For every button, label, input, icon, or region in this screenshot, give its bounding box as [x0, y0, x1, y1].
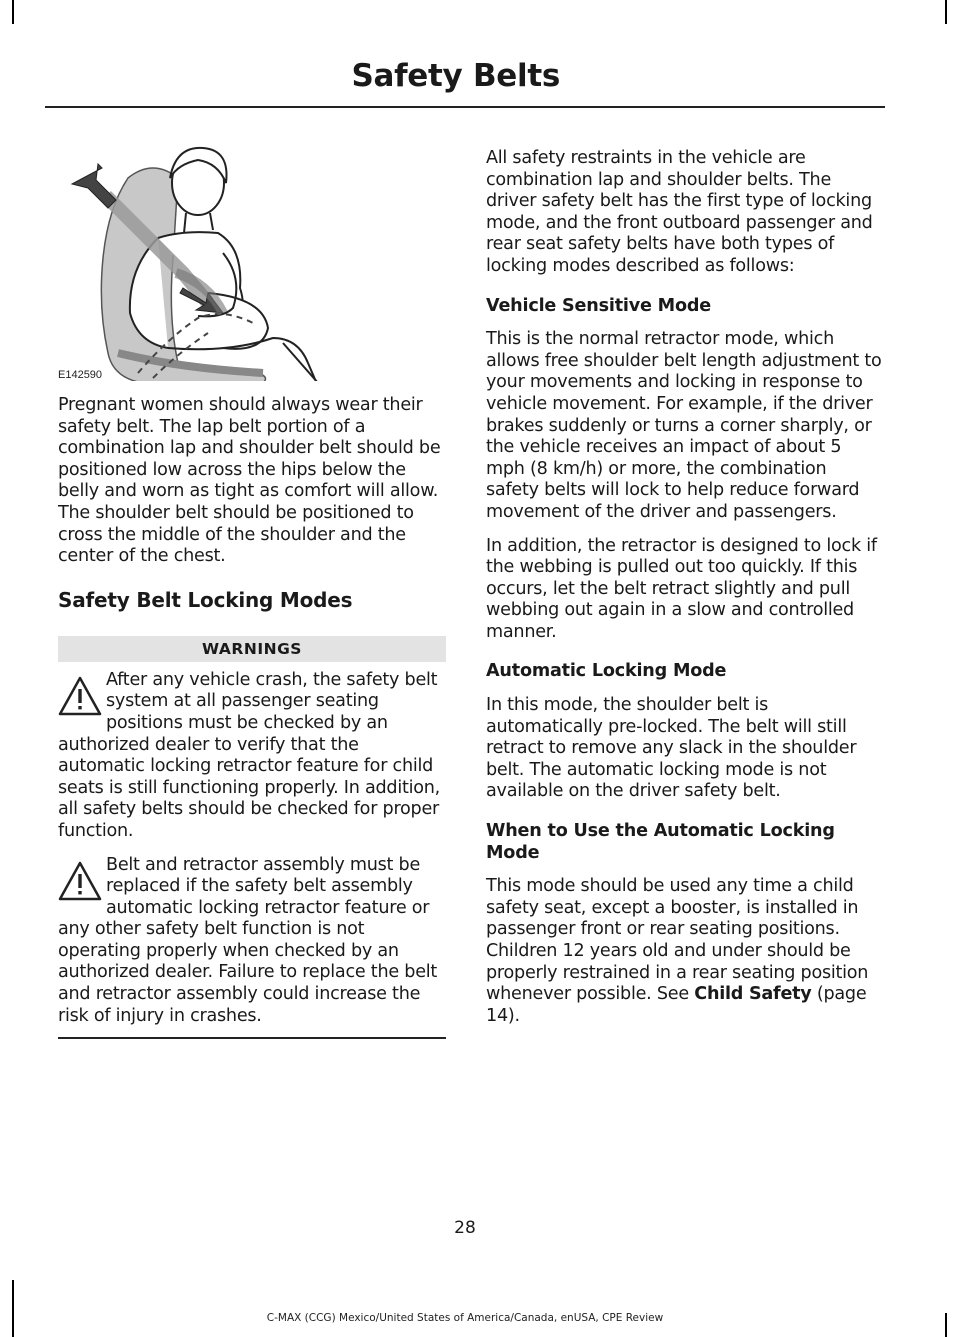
intro-paragraph: Pregnant women should always wear their safety belt. The lap belt portion of a combination lap and shoulder belt should be positioned low across the hips below the belly and worn as tight as comfort will allow. The shoulder belt should be positioned to cross the middle of the shoulder and the center of the chest. — [58, 395, 441, 567]
crop-mark-top-right-v — [945, 0, 947, 24]
section-heading: Safety Belt Locking Modes — [58, 587, 353, 612]
warning-triangle-icon — [58, 674, 102, 720]
crop-mark-bottom-left-v — [12, 1280, 14, 1337]
automatic-locking-paragraph: In this mode, the shoulder belt is automatically pre-locked. The belt will still retract to remove any slack in the shoulder belt. The automatic locking mode is not available on the driver safety belt. — [486, 695, 857, 802]
page-title: Safety Belts — [351, 58, 560, 94]
right-column — [486, 148, 882, 1039]
header-rule — [45, 106, 885, 108]
warning-text: After any vehicle crash, the safety belt system at all passenger seating positions must be checked by an authorized dealer to verify that the automatic locking retractor feature for child seats is still functioning properly. In addition, all safety belts should be checked for proper function. — [58, 669, 441, 841]
warning-text: Belt and retractor assembly must be replaced if the safety belt assembly automatic locking retractor feature or any other safety belt function is not operating properly when checked by an authorized dealer. Failure to replace the belt and retractor assembly could increase the risk of injury in crashes. — [58, 854, 438, 1026]
child-safety-link[interactable]: Child Safety — [694, 984, 812, 1005]
automatic-locking-heading: Automatic Locking Mode — [486, 661, 727, 682]
figure-code: E142590 — [58, 369, 103, 381]
when-to-use-text: This mode should be used any time a child safety seat, except a booster, is installed in passenger front or rear seating positions. Children 12 years old and under should be properly restrained in a rear seating position whenever possible. See — [486, 876, 869, 1005]
warning-triangle-icon — [58, 859, 102, 905]
crop-mark-bottom-right-v — [945, 1313, 947, 1337]
warning-item — [58, 670, 446, 843]
warning-item — [58, 855, 446, 1028]
when-to-use-heading: When to Use the Automatic Locking Mode — [486, 821, 835, 863]
when-to-use-paragraph — [486, 876, 882, 1027]
page-number: 28 — [454, 1218, 476, 1238]
restraints-paragraph: All safety restraints in the vehicle are combination lap and shoulder belts. The driver safety belt has the first type of locking mode, and the front outboard passenger and rear seat safety belts have both types of locking modes described as follows: — [486, 148, 873, 276]
left-column — [58, 138, 446, 1039]
illustration-svg — [58, 138, 446, 381]
retractor-paragraph: In addition, the retractor is designed to lock if the webbing is pulled out too quickly. If this occurs, let the belt retract slightly and pull webbing out again in a slow and controlled manner. — [486, 535, 877, 642]
pregnant-belt-illustration — [58, 138, 446, 381]
vehicle-sensitive-heading: Vehicle Sensitive Mode — [486, 295, 711, 316]
vehicle-sensitive-paragraph: This is the normal retractor mode, which allows free shoulder belt length adjustment to your movements and locking in response to vehicle movement. For example, if the driver brakes suddenly or turns a corner sharply, or the vehicle receives an impact of about 5 mph (8 km/h) or more, the combination safety belts will lock to help reduce forward movement of the driver and passengers. — [486, 329, 882, 522]
document-info: C-MAX (CCG) Mexico/United States of America/Canada, enUSA, CPE Review — [266, 1312, 664, 1324]
crop-mark-top-left-v — [12, 0, 14, 24]
warnings-end-rule — [58, 1037, 446, 1039]
warnings-header: WARNINGS — [58, 636, 446, 662]
page-reference: (page 14). — [486, 984, 867, 1026]
